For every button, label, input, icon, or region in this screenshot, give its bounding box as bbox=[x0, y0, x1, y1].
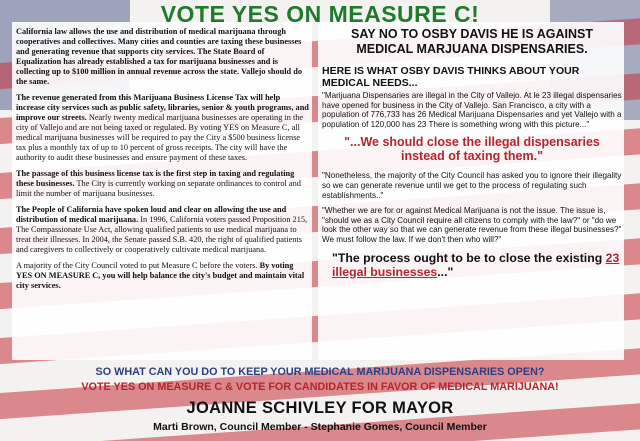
highlight-quote: "...We should close the illegal dispensaries instead of taxing them." bbox=[344, 135, 600, 164]
opposition-subheading: HERE IS WHAT OSBY DAVIS THINKS ABOUT YOUR MEDICAL NEEDS... bbox=[322, 65, 580, 89]
paragraph-first-step: The passage of this business license tax is the first step in taxing and regulating these businesses. The City is currently working on separate ordinances to control and limit the number of marijuana businesses. bbox=[16, 169, 301, 198]
measure-c-arguments bbox=[16, 27, 310, 297]
page-title: VOTE YES ON MEASURE C! bbox=[160, 1, 480, 27]
closing-quote: "The process ought to be to close the existing 23 illegal businesses..." bbox=[332, 250, 620, 279]
paragraph-revenue: The revenue generated from this Marijuana Business License Tax will help increase city services such as public safety, libraries, senior & youth programs, and improve our streets. Nearly twenty medical marijuana businesses are operating in the city of Vallejo and are not being taxed or regulated. By voting YES on Measure C, all medical marijuana businesses will be required to pay the City a $500 business license tax plus a monthly tax of up to 10 percent of gross receipts. The city will have the authority to audit these businesses and ensure payment of these taxes. bbox=[16, 93, 309, 162]
paragraph-state-law: California law allows the use and distribution of medical marijuana through cooperatives and collectives. Many cities and counties are taxing these businesses and generating revenue that supports city services. The State Board of Equalization has already established a tax for marijuana businesses and is collecting up to $100 million in annual revenue across the state. Vallejo should do the same. bbox=[16, 27, 302, 86]
paragraph-people-spoken: The People of California have spoken loud and clear on allowing the use and distribution of medical marijuana. In 1996, California voters passed Proposition 215, The Compassionate Use Act, allowing qualified patients to use medical marijuana to treat their illnesses. In 2004, the Senate passed S.B. 420, the right of qualified patients and caregivers to collectively or cooperatively cultivate medical marijuana. bbox=[16, 205, 308, 254]
paragraph-council-majority: A majority of the City Council voted to put Measure C before the voters. By voting YES ON MEASURE C, you will help balance the city's budget and maintain vital city services. bbox=[16, 261, 305, 290]
call-question: SO WHAT CAN YOU DO TO KEEP YOUR MEDICAL MARIJUANA DISPENSARIES OPEN? bbox=[95, 366, 545, 378]
quote-follow-law: "Whether we are for or against Medical Marijuana is not the issue. The issue is, "should we as a City Council require all citizens to comply with the law?" or "do we look the other way so that we can generate revenue from these illegal businesses?" We must follow the law. If we don't then who will?" bbox=[322, 206, 622, 244]
quote-city-council: "Nonetheless, the majority of the City Council has asked you to ignore their illegality so we can generate revenue until we get to the process of regulating such establishments.." bbox=[322, 171, 622, 200]
osby-davis-section bbox=[322, 27, 622, 279]
council-members: Marti Brown, Council Member - Stephanie Gomes, Council Member bbox=[153, 421, 487, 433]
call-to-action: VOTE YES ON MEASURE C & VOTE FOR CANDIDATES IN FAVOR OF MEDICAL MARIJUANA! bbox=[81, 381, 559, 393]
quote-illegal-dispensaries: "Marijuana Dispensaries are illegal in the City of Vallejo. At le 23 illegal dispensaries have opened for business in the City of Vallejo. San Francisco, a city with a population of 776,733 has 26 Medical Marijuana Dispensaries and yet Vallejo with a population of 120,000 has 23 There is something wrong with this picture..." bbox=[322, 91, 622, 129]
mayor-endorsement: JOANNE SCHIVLEY FOR MAYOR bbox=[186, 399, 454, 417]
opposition-heading: SAY NO TO OSBY DAVIS HE IS AGAINST MEDICAL MARJUANA DISPENSARIES. bbox=[351, 27, 593, 56]
